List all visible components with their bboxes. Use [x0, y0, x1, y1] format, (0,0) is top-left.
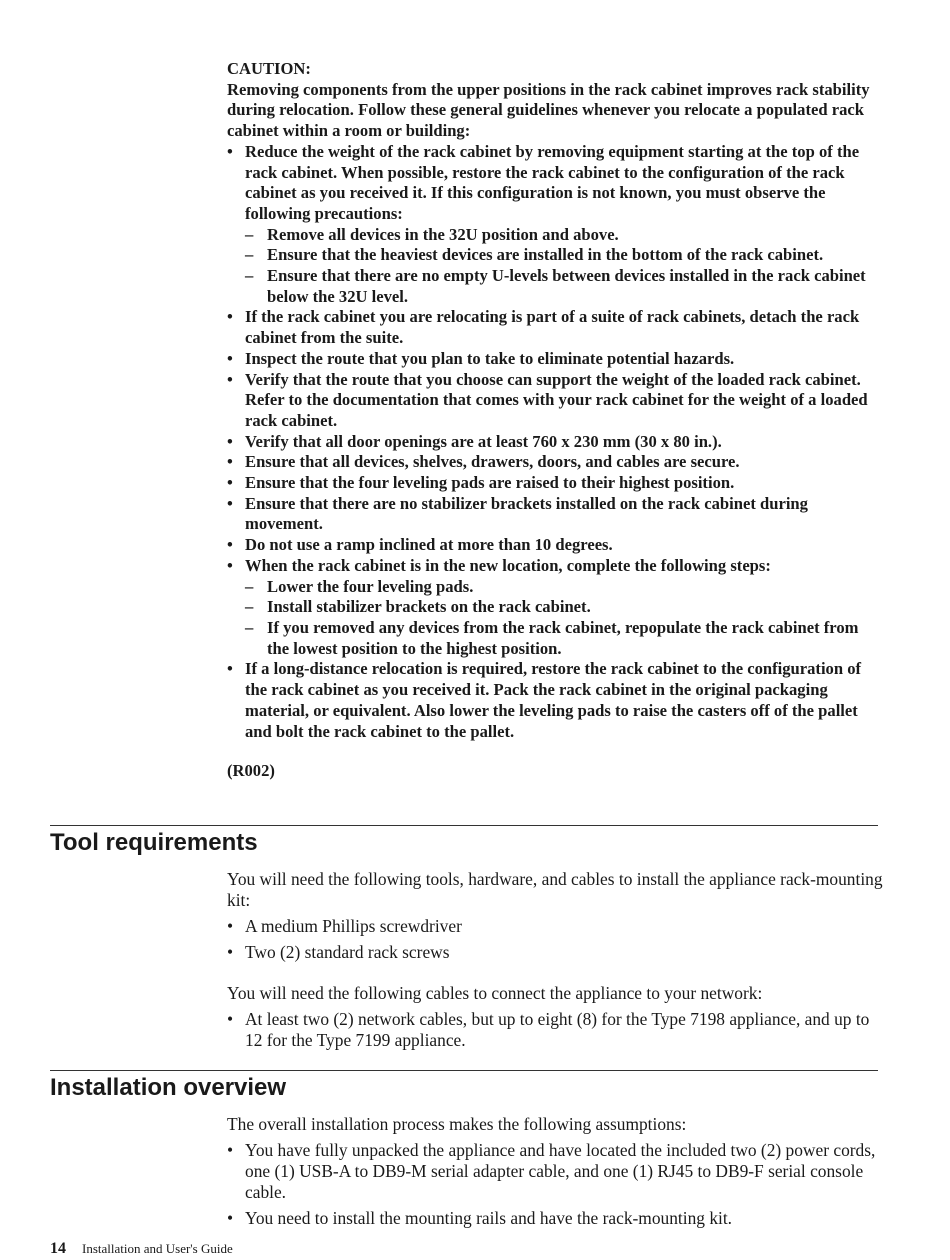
list-item: • You need to install the mounting rails and have the rack-mounting kit.	[227, 1208, 883, 1229]
page-footer	[50, 1240, 233, 1258]
section-divider	[50, 1070, 878, 1071]
paragraph: You will need the following tools, hardware, and cables to install the appliance rack-mounting kit:	[227, 869, 883, 910]
sub-list-item: – Remove all devices in the 32U position and above.	[245, 225, 883, 246]
list-item: • Ensure that there are no stabilizer brackets installed on the rack cabinet during movement.	[227, 494, 883, 535]
sub-list-item: – Install stabilizer brackets on the rack cabinet.	[245, 597, 883, 618]
sub-list-item: – Ensure that the heaviest devices are installed in the bottom of the rack cabinet.	[245, 245, 883, 266]
caution-intro: Removing components from the upper positions in the rack cabinet improves rack stability during relocation. Follow these general guidelines whenever you relocate a populated rack cabinet within a room or building:	[227, 79, 870, 141]
list-item: • Verify that all door openings are at least 760 x 230 mm (30 x 80 in.).	[227, 432, 883, 453]
assumptions-list	[227, 1140, 883, 1229]
list-item: • A medium Phillips screwdriver	[227, 916, 883, 937]
section-divider	[50, 825, 878, 826]
caution-guidelines-list	[227, 142, 883, 742]
list-item: • Two (2) standard rack screws	[227, 942, 883, 963]
list-item: • At least two (2) network cables, but up to eight (8) for the Type 7198 appliance, and up to 12 for the Type 7199 appliance.	[227, 1009, 883, 1051]
installation-overview-body	[227, 1114, 883, 1229]
paragraph: The overall installation process makes the following assumptions:	[227, 1114, 687, 1134]
list-item: • Verify that the route that you choose can support the weight of the loaded rack cabinet. Refer to the documentation that comes with your rack cabinet for the weight of a loaded rack cabinet.	[227, 370, 883, 432]
caution-reference-code: (R002)	[227, 761, 275, 781]
caution-notice	[227, 59, 883, 782]
precautions-sublist	[245, 225, 883, 308]
tool-requirements-body	[227, 869, 883, 1051]
list-item: • If a long-distance relocation is required, restore the rack cabinet to the configuration of the rack cabinet as you received it. Pack the rack cabinet in the original packaging material, or equivalent. Also lower the leveling pads to raise the casters off of the pallet and bolt the rack cabinet to the pallet.	[227, 659, 883, 742]
paragraph: You will need the following cables to connect the appliance to your network:	[227, 983, 763, 1003]
sub-list-item: – Lower the four leveling pads.	[245, 577, 883, 598]
list-item: • You have fully unpacked the appliance and have located the included two (2) power cords, one (1) USB-A to DB9-M serial adapter cable, and one (1) RJ45 to DB9-F serial console cable.	[227, 1140, 883, 1203]
list-item: • Ensure that the four leveling pads are raised to their highest position.	[227, 473, 883, 494]
caution-heading: CAUTION:	[227, 59, 311, 78]
section-title-tool-requirements: Tool requirements	[50, 829, 258, 856]
tools-list	[227, 916, 883, 963]
list-item: • If the rack cabinet you are relocating is part of a suite of rack cabinets, detach the rack cabinet from the suite.	[227, 307, 883, 348]
book-title: Installation and User's Guide	[82, 1241, 233, 1256]
sub-list-item: – If you removed any devices from the rack cabinet, repopulate the rack cabinet from the lowest position to the highest position.	[245, 618, 883, 659]
section-title-installation-overview: Installation overview	[50, 1074, 287, 1101]
cables-list	[227, 1009, 883, 1051]
sub-list-item: – Ensure that there are no empty U-levels between devices installed in the rack cabinet below the 32U level.	[245, 266, 883, 307]
list-item-text: Reduce the weight of the rack cabinet by removing equipment starting at the top of the rack cabinet. When possible, restore the rack cabinet to the configuration of the rack cabinet as you received it. If this configuration is not known, you must observe the following precautions:	[245, 141, 860, 223]
list-item	[227, 556, 883, 660]
list-item: • Ensure that all devices, shelves, drawers, doors, and cables are secure.	[227, 452, 883, 473]
list-item: • Do not use a ramp inclined at more than 10 degrees.	[227, 535, 883, 556]
new-location-steps-sublist	[245, 577, 883, 660]
list-item-text: When the rack cabinet is in the new location, complete the following steps:	[245, 555, 771, 575]
list-item	[227, 142, 883, 308]
page-number: 14	[50, 1240, 66, 1257]
list-item: • Inspect the route that you plan to take to eliminate potential hazards.	[227, 349, 883, 370]
